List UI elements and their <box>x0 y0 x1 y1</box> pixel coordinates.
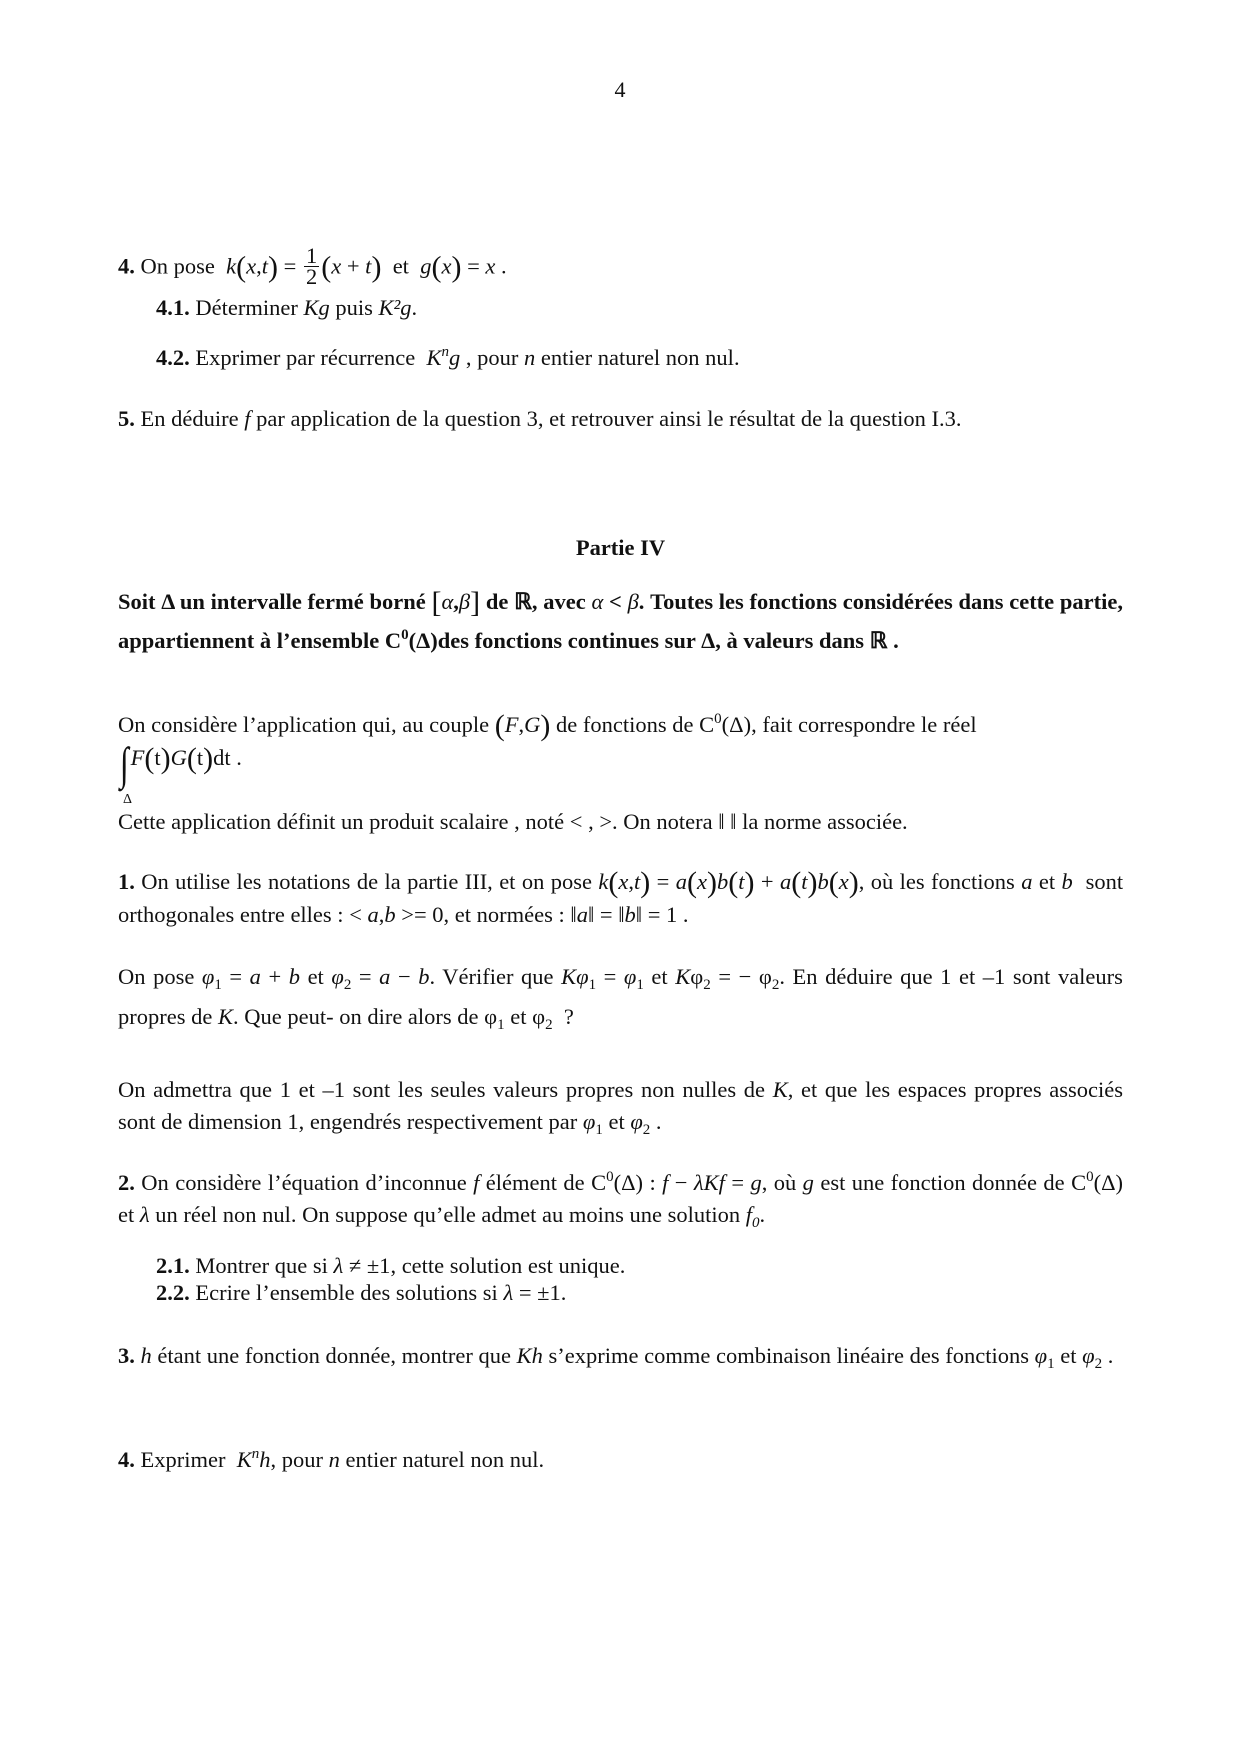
application-definition: On considère l’application qui, au couple (F,G) de fonctions de $C^0(\Delta)$, fait correspondre le réel <box>118 709 977 742</box>
part4-question-1-verify: On pose $\varphi_1 = a + b$ et $\varphi_2 = a - b$. Vérifier que $K\varphi_1 = \varphi_1$ et $K\varphi_2$ = − $\varphi_2$. En déduire que 1 et –1 sont valeurs propres de K. Que peut- on dire alors de $\varphi_1$ et $\varphi_2$ ? <box>118 964 1123 1033</box>
formula-k: k <box>226 253 237 279</box>
part4-question-1: 1. On utilise les notations de la partie III, et on pose k(x,t) = a(x)b(t) + a(t)b(x), où les fonctions a et b sont orthogonales entre elles : < a,b >= 0, et normées : ‖a‖ = ‖b‖ = 1 . <box>118 866 1124 927</box>
scalar-product: Cette application définit un produit scalaire , noté < , >. On notera ‖ ‖ la norme associée. <box>118 809 908 834</box>
part4-question-4: 4. Exprimer $K^nh$, pour n entier naturel non nul. <box>118 1446 545 1472</box>
integral-sign: ∫ <box>119 738 129 789</box>
part4-question-2: 2. On considère l’équation d’inconnue f élément de $C^0(\Delta)$ : f − λKf = g, où g est une fonction donnée de $C^0(\Delta)$ et λ un réel non nul. On suppose qu’elle admet au moins une solution $f_0$. <box>118 1169 1124 1231</box>
fraction: $\frac{1}{2}$ <box>305 243 318 289</box>
part4-question-2-1: 2.1. Montrer que si λ ≠ ±1, cette solution est unique. <box>156 1253 626 1278</box>
page-number: 4 <box>614 77 626 102</box>
question-4: 4. On pose k(x,t) = $\frac{1}{2}$ (x + t) et g(x) = x . <box>118 243 507 289</box>
part4-eigen-admit: On admettra que 1 et –1 sont les seules valeurs propres non nulles de K, et que les espaces propres associés sont de dimension 1, engendrés respectivement par $\varphi_1$ et $\varphi_2$ . <box>118 1077 1124 1138</box>
integral-expression: ∫F(t)G(t)dt . Δ <box>118 742 1123 784</box>
question-label: 4. <box>118 253 135 279</box>
question-4-2: 4.2. Exprimer par récurrence $K^ng$ , pour n entier naturel non nul. <box>156 344 740 370</box>
exam-page <box>118 0 1123 1754</box>
section-title: Partie IV <box>575 535 666 560</box>
question-4-1: 4.1. Déterminer Kg puis K²g. <box>156 295 418 320</box>
integral-domain: Δ <box>123 792 133 807</box>
part4-question-3: 3. h étant une fonction donnée, montrer que Kh s’exprime comme combinaison linéaire des fonctions $\varphi_1$ et $\varphi_2$ . <box>118 1343 1114 1372</box>
partie-4-intro: Soit Δ un intervalle fermé borné [α,β] de ℝ, avec α < β. Toutes les fonctions considérées dans cette partie, appartiennent à l’ensemble $C^0(\Delta)des$ fonctions continues sur Δ, à valeurs dans ℝ . <box>118 586 1123 653</box>
question-5: 5. En déduire f par application de la question 3, et retrouver ainsi le résultat de la question I.3. <box>118 406 962 431</box>
part4-question-2-2: 2.2. Ecrire l’ensemble des solutions si λ = ±1. <box>156 1280 567 1305</box>
